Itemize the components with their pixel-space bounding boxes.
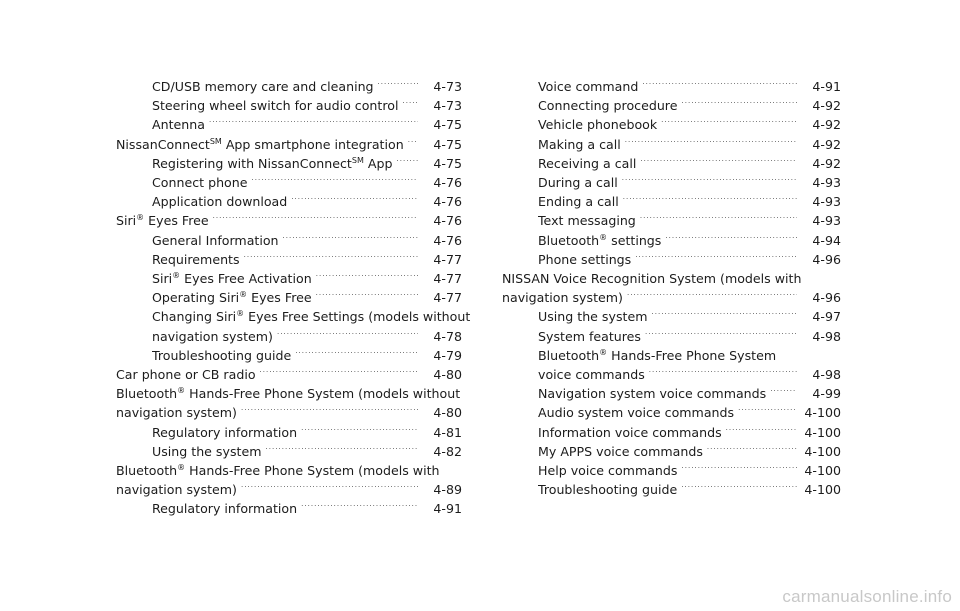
toc-entry-title-cont: Hands-Free Phone System (models without — [185, 386, 461, 402]
toc-entry[interactable] — [502, 250, 841, 269]
dot-leader — [640, 211, 797, 230]
dot-leader — [283, 231, 418, 250]
toc-page-number: 4-100 — [804, 405, 841, 421]
toc-entry-label — [152, 115, 205, 134]
toc-page-number: 4-80 — [433, 405, 462, 421]
toc-entry[interactable] — [116, 499, 462, 518]
toc-entry-label — [116, 211, 209, 230]
toc-page-number: 4-76 — [433, 175, 462, 191]
toc-page-number: 4-92 — [812, 136, 841, 152]
toc-entry-label — [538, 384, 766, 403]
toc-entry-title: Troubleshooting guide — [538, 482, 678, 498]
toc-entry[interactable] — [502, 423, 841, 442]
trademark-mark: ® — [177, 386, 186, 396]
toc-entry-first-line — [152, 307, 471, 326]
toc-page-number: 4-97 — [812, 309, 841, 325]
toc-entry-label — [152, 250, 240, 269]
toc-entry-title: Voice command — [538, 79, 639, 94]
trademark-mark: SM — [351, 155, 364, 165]
toc-page-number: 4-89 — [433, 482, 462, 498]
toc-entry-title: navigation system) — [116, 405, 237, 421]
toc-page-number: 4-100 — [804, 424, 841, 440]
toc-entry[interactable] — [116, 288, 462, 307]
toc-entry-title: CD/USB memory care and cleaning — [152, 79, 374, 94]
toc-entry-label — [152, 173, 248, 192]
toc-entry[interactable] — [116, 269, 462, 288]
toc-entry-label — [152, 423, 297, 442]
toc-page-number: 4-91 — [433, 501, 462, 517]
toc-entry-title-cont: App smartphone integration — [221, 136, 404, 152]
toc-page-number: 4-76 — [433, 232, 462, 248]
toc-entry-label — [538, 115, 657, 134]
toc-entry-title: Using the system — [538, 309, 648, 325]
toc-page-number: 4-75 — [433, 117, 462, 133]
dot-leader — [661, 115, 797, 134]
toc-entry-label — [152, 288, 312, 307]
toc-entry-title: Regulatory information — [152, 424, 298, 440]
dot-leader — [681, 461, 797, 480]
toc-entry[interactable] — [502, 231, 841, 250]
dot-leader — [635, 250, 797, 269]
toc-entry[interactable] — [116, 211, 462, 230]
toc-page-number: 4-91 — [812, 79, 841, 94]
toc-entry-title: Bluetooth — [538, 232, 600, 248]
dot-leader — [640, 154, 797, 173]
toc-entry-label — [538, 211, 636, 230]
toc-page-number: 4-100 — [804, 443, 841, 459]
dot-leader — [241, 403, 418, 422]
toc-page-number: 4-82 — [433, 443, 462, 459]
toc-entry-label — [116, 403, 237, 422]
toc-entry[interactable] — [502, 115, 841, 134]
toc-page-number: 4-75 — [433, 155, 462, 171]
toc-entry-first-line — [538, 346, 841, 365]
toc-page-number: 4-98 — [812, 367, 841, 383]
toc-entry-label — [116, 365, 256, 384]
toc-entry-title: Regulatory information — [152, 501, 298, 517]
toc-entry-last-line — [116, 480, 462, 499]
toc-entry[interactable] — [116, 77, 462, 96]
toc-entry-label — [116, 135, 404, 154]
toc-entry-title: General Information — [152, 232, 279, 248]
toc-entry[interactable] — [116, 442, 462, 461]
toc-entry-title: Receiving a call — [538, 155, 637, 171]
toc-entry-label — [152, 327, 273, 346]
toc-column-left — [116, 77, 471, 519]
toc-entry-last-line — [502, 288, 841, 307]
toc-entry[interactable] — [502, 403, 841, 422]
toc-entry-label — [538, 307, 647, 326]
toc-entry-title-cont: Eyes Free — [144, 213, 209, 229]
toc-entry[interactable] — [116, 192, 462, 211]
toc-entry-label — [152, 231, 279, 250]
toc-page-number: 4-92 — [812, 98, 841, 114]
toc-entry[interactable] — [502, 211, 841, 230]
toc-entry-label — [538, 96, 677, 115]
dot-leader — [408, 135, 418, 154]
toc-entry-title: Navigation system voice commands — [538, 386, 767, 402]
toc-entry-title: Siri — [152, 271, 173, 287]
toc-entry-label — [152, 499, 297, 518]
trademark-mark: ® — [599, 347, 608, 357]
toc-page-number: 4-77 — [433, 271, 462, 287]
toc-entry[interactable] — [116, 96, 462, 115]
toc-entry[interactable] — [502, 77, 841, 96]
toc-entry-title: Bluetooth — [116, 463, 178, 479]
toc-entry[interactable] — [502, 384, 841, 403]
toc-page-number: 4-94 — [812, 232, 841, 248]
toc-entry-label — [152, 192, 287, 211]
dot-leader — [301, 423, 418, 442]
toc-entry-title: Information voice commands — [538, 424, 722, 440]
toc-page-number: 4-76 — [433, 213, 462, 229]
toc-entry-title: Connecting procedure — [538, 98, 678, 114]
toc-entry-label — [152, 154, 392, 173]
dot-leader — [402, 96, 418, 115]
toc-entry-title: During a call — [538, 175, 618, 191]
toc-entry-title-cont: Eyes Free Settings (models without — [244, 309, 471, 325]
toc-entry[interactable] — [502, 192, 841, 211]
toc-entry-title: navigation system) — [152, 328, 273, 344]
toc-page-number: 4-77 — [433, 290, 462, 306]
toc-entry[interactable] — [116, 365, 462, 384]
toc-page-number: 4-96 — [812, 290, 841, 306]
toc-entry-title: Requirements — [152, 251, 240, 267]
dot-leader — [622, 173, 797, 192]
toc-page-number: 4-93 — [812, 213, 841, 229]
dot-leader — [726, 423, 797, 442]
toc-entry-label — [538, 327, 641, 346]
toc-entry[interactable] — [502, 307, 841, 326]
toc-entry-first-line — [502, 269, 841, 288]
dot-leader — [295, 346, 418, 365]
dot-leader — [291, 192, 418, 211]
toc-entry-title: Making a call — [538, 136, 621, 152]
toc-entry-title: Troubleshooting guide — [152, 347, 292, 363]
trademark-mark: ® — [172, 271, 181, 281]
toc-entry-label — [502, 288, 623, 307]
toc-entry-title-cont: Eyes Free — [247, 290, 312, 306]
dot-leader — [681, 96, 797, 115]
toc-entry-last-line — [152, 327, 462, 346]
toc-entry-label — [538, 173, 618, 192]
dot-leader — [260, 365, 418, 384]
toc-page-number: 4-92 — [812, 117, 841, 133]
toc-page-number: 4-93 — [812, 194, 841, 210]
toc-entry[interactable] — [502, 327, 841, 346]
trademark-mark: ® — [236, 309, 245, 319]
toc-entry-title: My APPS voice commands — [538, 443, 703, 459]
toc-entry[interactable] — [502, 461, 841, 480]
toc-entry-label — [538, 154, 636, 173]
toc-entry-title: Siri — [116, 213, 137, 229]
toc-entry-title-cont: Eyes Free Activation — [180, 271, 312, 287]
toc-entry-title: Help voice commands — [538, 463, 678, 479]
toc-entry[interactable] — [116, 384, 462, 422]
trademark-mark: ® — [136, 213, 145, 223]
dot-leader — [651, 307, 797, 326]
toc-entry-label — [538, 135, 621, 154]
dot-leader — [301, 499, 418, 518]
toc-entry-label — [538, 77, 638, 96]
toc-entry-label — [152, 77, 374, 96]
toc-entry-title: System features — [538, 328, 641, 344]
toc-entry-label — [152, 269, 312, 288]
dot-leader — [738, 403, 797, 422]
toc-page-number: 4-80 — [433, 367, 462, 383]
toc-entry-label — [538, 250, 631, 269]
toc-entry[interactable] — [502, 154, 841, 173]
toc-entry-title: Bluetooth — [116, 386, 178, 402]
toc-entry[interactable] — [502, 442, 841, 461]
dot-leader — [642, 77, 797, 96]
toc-entry[interactable] — [502, 346, 841, 384]
toc-entry[interactable] — [116, 423, 462, 442]
toc-page-number: 4-100 — [804, 482, 841, 498]
toc-entry[interactable] — [116, 346, 462, 365]
toc-page-number: 4-100 — [804, 463, 841, 479]
toc-entry-title: Steering wheel switch for audio control — [152, 98, 399, 114]
toc-entry[interactable] — [116, 173, 462, 192]
toc-entry-first-line — [116, 384, 462, 403]
toc-entry-title: Connect phone — [152, 175, 248, 191]
toc-entry-title-cont: settings — [607, 232, 662, 248]
toc-entry-title-cont: Hands-Free Phone System — [607, 347, 777, 363]
toc-entry-label — [152, 346, 291, 365]
dot-leader — [396, 154, 418, 173]
trademark-mark: SM — [209, 136, 222, 146]
toc-page-number: 4-99 — [812, 386, 841, 402]
toc-page-number: 4-73 — [433, 79, 462, 94]
toc-entry[interactable] — [116, 231, 462, 250]
toc-entry-last-line — [538, 365, 841, 384]
trademark-mark: ® — [599, 232, 608, 242]
toc-entry-title: voice commands — [538, 367, 645, 383]
toc-entry-title: Text messaging — [538, 213, 636, 229]
dot-leader — [649, 365, 797, 384]
toc-entry-title: Ending a call — [538, 194, 619, 210]
toc-entry[interactable] — [116, 154, 462, 173]
toc-entry[interactable] — [502, 173, 841, 192]
toc-entry-title-cont: Hands-Free Phone System (models with — [185, 463, 440, 479]
dot-leader — [681, 480, 797, 499]
toc-page-number: 4-92 — [812, 155, 841, 171]
dot-leader — [625, 135, 797, 154]
toc-entry[interactable] — [502, 269, 841, 307]
toc-entry-label — [538, 480, 677, 499]
toc-page-number: 4-96 — [812, 251, 841, 267]
toc-entry-title: Phone settings — [538, 251, 632, 267]
dot-leader — [241, 480, 418, 499]
dot-leader — [378, 77, 418, 96]
toc-page-number: 4-73 — [433, 98, 462, 114]
toc-entry[interactable] — [116, 250, 462, 269]
dot-leader — [213, 211, 418, 230]
toc-entry-title: navigation system) — [502, 290, 623, 306]
toc-entry-title: navigation system) — [116, 482, 237, 498]
toc-page-number: 4-76 — [433, 194, 462, 210]
toc-entry-title-cont: App — [363, 155, 393, 171]
toc-entry-title: Registering with NissanConnect — [152, 155, 352, 171]
toc-page-number: 4-79 — [433, 347, 462, 363]
toc-page-number: 4-78 — [433, 328, 462, 344]
toc-entry-title: Application download — [152, 194, 288, 210]
toc-entry[interactable] — [116, 135, 462, 154]
trademark-mark: ® — [177, 463, 186, 473]
site-watermark: carmanualsonline.info — [782, 587, 952, 606]
toc-entry-first-line — [116, 461, 462, 480]
toc-entry-title: Vehicle phonebook — [538, 117, 658, 133]
toc-entry-title: NISSAN Voice Recognition System (models with — [502, 271, 802, 287]
toc-entry-title: Car phone or CB radio — [116, 367, 256, 383]
dot-leader — [252, 173, 419, 192]
toc-entry[interactable] — [116, 307, 471, 345]
dot-leader — [645, 327, 797, 346]
toc-entry-title: Operating Siri — [152, 290, 240, 306]
toc-entry-title: Changing Siri — [152, 309, 237, 325]
dot-leader — [316, 288, 418, 307]
toc-page-number: 4-77 — [433, 251, 462, 267]
toc-entry-label — [152, 442, 261, 461]
toc-page-number: 4-81 — [433, 424, 462, 440]
toc-entry-label — [538, 423, 722, 442]
toc-entry[interactable] — [116, 115, 462, 134]
toc-entry[interactable] — [502, 96, 841, 115]
toc-entry-label — [538, 442, 703, 461]
toc-entry-label — [538, 192, 619, 211]
dot-leader — [627, 288, 797, 307]
dot-leader — [665, 231, 797, 250]
toc-page-number: 4-98 — [812, 328, 841, 344]
toc-entry[interactable] — [116, 461, 462, 499]
dot-leader — [707, 442, 797, 461]
dot-leader — [623, 192, 797, 211]
dot-leader — [316, 269, 418, 288]
trademark-mark: ® — [239, 290, 248, 300]
toc-entry[interactable] — [502, 135, 841, 154]
toc-entry-title: Audio system voice commands — [538, 405, 735, 421]
toc-entry-label — [538, 403, 734, 422]
toc-page-number: 4-75 — [433, 136, 462, 152]
toc-entry[interactable] — [502, 480, 841, 499]
toc-entry-title: Using the system — [152, 443, 262, 459]
toc-entry-title: Bluetooth — [538, 347, 600, 363]
dot-leader — [209, 115, 418, 134]
toc-column-right — [502, 77, 841, 499]
toc-page-number: 4-93 — [812, 175, 841, 191]
toc-entry-title: NissanConnect — [116, 136, 210, 152]
dot-leader — [265, 442, 418, 461]
toc-entry-label — [538, 231, 661, 250]
toc-entry-label — [152, 96, 398, 115]
dot-leader — [770, 384, 797, 403]
dot-leader — [244, 250, 418, 269]
toc-entry-title: Antenna — [152, 117, 205, 133]
toc-entry-last-line — [116, 403, 462, 422]
toc-entry-label — [116, 480, 237, 499]
dot-leader — [277, 327, 418, 346]
toc-entry-label — [538, 365, 645, 384]
toc-entry-label — [538, 461, 677, 480]
